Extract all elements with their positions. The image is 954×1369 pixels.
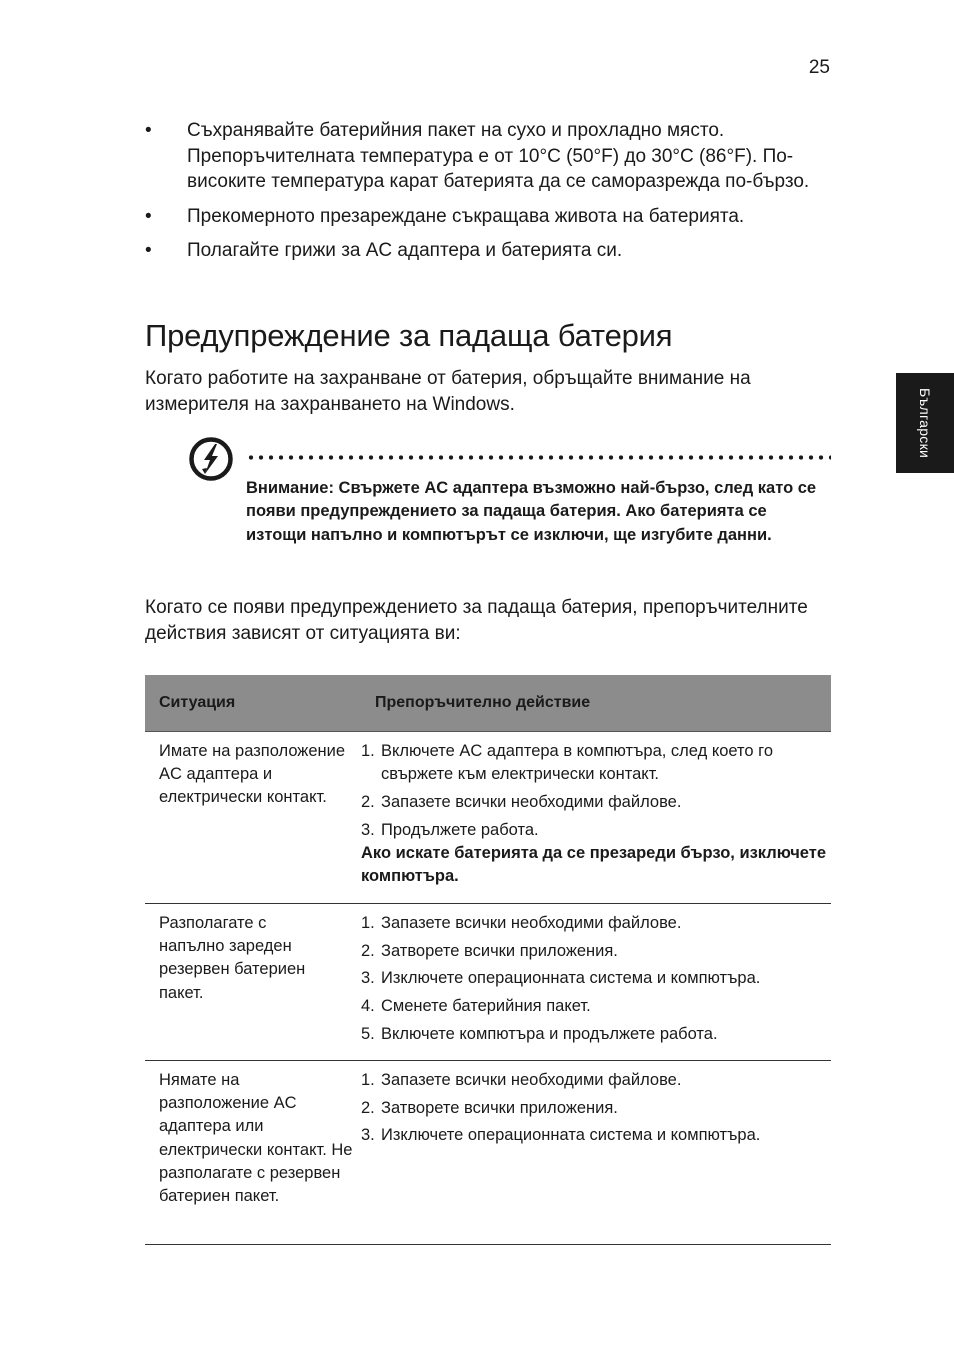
action-step: [361, 1023, 831, 1046]
table-header: [145, 675, 831, 732]
table-row: [145, 732, 831, 904]
step-number: 4.: [361, 997, 375, 1016]
action-step: [361, 1097, 831, 1120]
table-row: [145, 904, 831, 1061]
step-number: 2.: [361, 1098, 375, 1117]
warning-text: Внимание: Свържете AC адаптера възможно най-бързо, след като се появи предупреждението за падаща батерия. Ако батерията се изтощи напълно и компютърът се изключи, ще изгубите данни.: [246, 479, 817, 544]
step-number: 1.: [361, 914, 375, 932]
step-text: Затворете всички приложения.: [381, 941, 618, 960]
warning-lightning-icon: [188, 436, 234, 482]
warning-dotted-rule: [246, 455, 831, 460]
action-step: [361, 1124, 831, 1147]
step-number: 1.: [361, 1071, 375, 1089]
action-note: Ако искате батерията да се презареди бързо, изключете компютъра.: [361, 843, 826, 886]
bullet-dot: •: [145, 120, 152, 141]
step-number: 5.: [361, 1024, 375, 1043]
actions-table: [145, 675, 831, 1245]
action-step: [361, 740, 831, 786]
step-text: Продължете работа.: [381, 820, 539, 839]
bullet-list: [145, 118, 835, 273]
action-step: [361, 1069, 831, 1092]
action-cell: [361, 1061, 831, 1244]
step-text: Запазете всички необходими файлове.: [381, 914, 682, 932]
action-step: [361, 819, 831, 842]
step-number: 2.: [361, 792, 375, 811]
bullet-dot: •: [145, 205, 152, 227]
bullet-text: Съхранявайте батерийния пакет на сухо и прохладно място. Препоръчителната температура е от 10°C (50°F) до 30°C (86°F). По-високите температура карат батерията да се саморазрежда по-бързо.: [187, 120, 810, 192]
bullet-item: [145, 238, 835, 264]
intro-paragraph: Когато работите на захранване от батерия, обръщайте внимание на измерителя на захранването на Windows.: [145, 368, 751, 415]
situation-cell: Имате на разположение AC адаптера и електрически контакт.: [159, 742, 346, 807]
action-cell: [361, 904, 831, 1060]
header-action: Препоръчително действие: [375, 694, 591, 711]
bullet-text: Полагайте грижи за AC адаптера и батерията си.: [187, 240, 623, 261]
bullet-dot: •: [145, 240, 152, 261]
step-text: Запазете всички необходими файлове.: [381, 792, 682, 811]
step-text: Включете AC адаптера в компютъра, след което го свържете към електрически контакт.: [381, 742, 774, 784]
table-row: [145, 1061, 831, 1245]
step-text: Запазете всички необходими файлове.: [381, 1071, 682, 1089]
step-number: 3.: [361, 969, 375, 988]
bullet-item: [145, 204, 835, 230]
step-text: Изключете операционната система и компютъра.: [381, 1126, 761, 1145]
step-text: Сменете батерийния пакет.: [381, 997, 591, 1016]
lead-paragraph: Когато се появи предупреждението за падаща батерия, препоръчителните действия зависят от ситуацията ви:: [145, 597, 808, 644]
section-heading: Предупреждение за падаща батерия: [145, 318, 673, 353]
action-step: [361, 967, 831, 990]
bullet-item: [145, 118, 835, 195]
action-step: [361, 791, 831, 814]
step-number: 2.: [361, 941, 375, 960]
action-step: [361, 940, 831, 963]
bullet-text: Прекомерното презареждане съкращава живота на батерията.: [187, 205, 745, 227]
step-number: 3.: [361, 1126, 375, 1145]
action-step: [361, 912, 831, 935]
step-number: 3.: [361, 820, 375, 839]
situation-cell: Разполагате с напълно зареден резервен батериен пакет.: [159, 914, 306, 1002]
action-cell: [361, 732, 831, 903]
step-text: Затворете всички приложения.: [381, 1098, 618, 1117]
language-label: Български: [917, 387, 933, 459]
step-number: 1.: [361, 742, 375, 760]
step-text: Включете компютъра и продължете работа.: [381, 1024, 718, 1043]
language-side-tab: [896, 373, 954, 473]
situation-cell: Нямате на разположение AC адаптера или електрически контакт. Не разполагате с резервен батериен пакет.: [159, 1071, 353, 1206]
header-situation: Ситуация: [159, 694, 236, 711]
page-number: 25: [808, 57, 830, 78]
step-text: Изключете операционната система и компютъра.: [381, 969, 761, 988]
action-step: [361, 995, 831, 1018]
